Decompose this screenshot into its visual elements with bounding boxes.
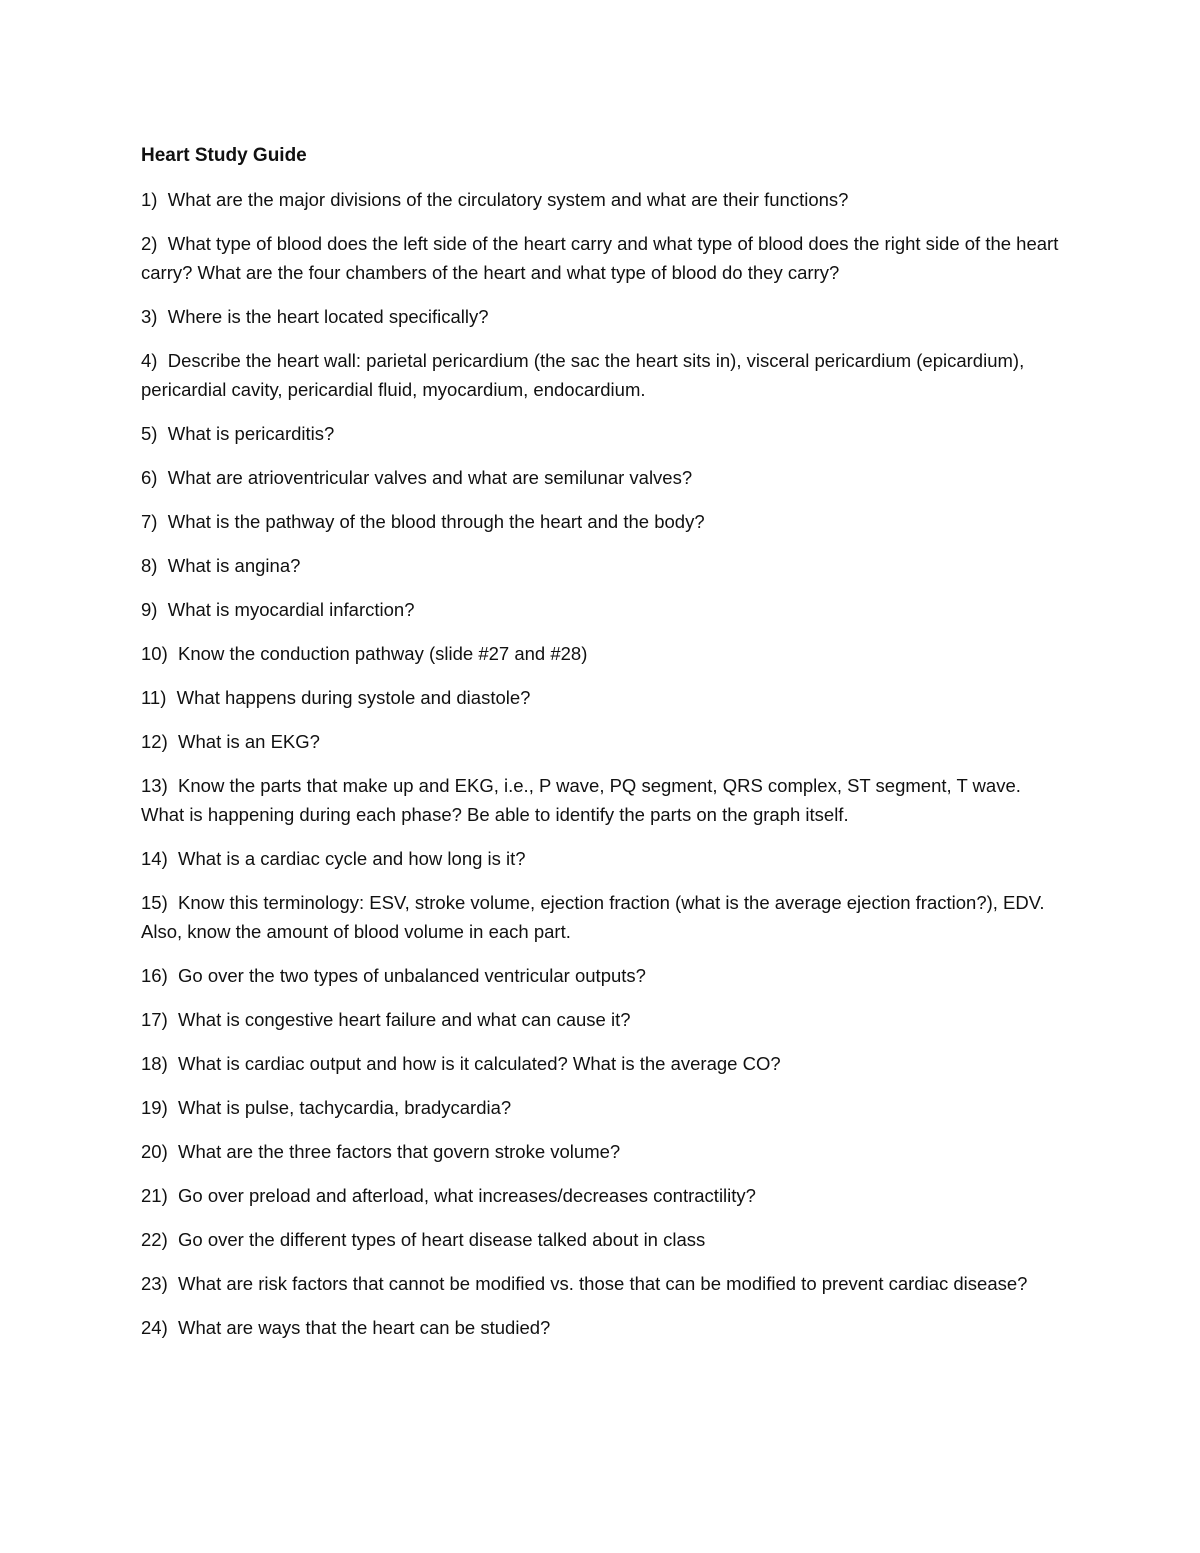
question-text: Know this terminology: ESV, stroke volume, ejection fraction (what is the average ejection fraction?), EDV. Also, know the amount of blood volume in each part. bbox=[141, 892, 1045, 942]
question-number: 2) bbox=[141, 233, 158, 254]
question-number: 24) bbox=[141, 1317, 168, 1338]
question-item bbox=[141, 888, 1061, 946]
question-item bbox=[141, 1225, 1061, 1254]
question-item bbox=[141, 1093, 1061, 1122]
question-item bbox=[141, 185, 1061, 214]
question-item bbox=[141, 551, 1061, 580]
question-number: 22) bbox=[141, 1229, 168, 1250]
question-text: Know the parts that make up and EKG, i.e., P wave, PQ segment, QRS complex, ST segment, T wave. What is happening during each phase? Be able to identify the parts on the graph itself. bbox=[141, 775, 1021, 825]
question-item bbox=[141, 1313, 1061, 1342]
question-item bbox=[141, 595, 1061, 624]
question-number: 5) bbox=[141, 423, 158, 444]
question-number: 1) bbox=[141, 189, 158, 210]
question-item bbox=[141, 771, 1061, 829]
question-text: What type of blood does the left side of the heart carry and what type of blood does the right side of the heart carry? What are the four chambers of the heart and what type of blood do they carry? bbox=[141, 233, 1059, 283]
question-item bbox=[141, 419, 1061, 448]
question-text: Where is the heart located specifically? bbox=[167, 306, 489, 327]
question-number: 16) bbox=[141, 965, 168, 986]
question-item bbox=[141, 229, 1061, 287]
question-item bbox=[141, 1181, 1061, 1210]
question-text: What are the major divisions of the circulatory system and what are their functions? bbox=[167, 189, 849, 210]
question-number: 12) bbox=[141, 731, 168, 752]
question-number: 20) bbox=[141, 1141, 168, 1162]
question-text: What happens during systole and diastole? bbox=[176, 687, 531, 708]
question-text: What is angina? bbox=[167, 555, 301, 576]
question-number: 14) bbox=[141, 848, 168, 869]
question-item bbox=[141, 1049, 1061, 1078]
question-text: What are atrioventricular valves and what are semilunar valves? bbox=[167, 467, 693, 488]
question-text: What are ways that the heart can be studied? bbox=[178, 1317, 551, 1338]
question-text: Go over the different types of heart disease talked about in class bbox=[178, 1229, 706, 1250]
question-number: 9) bbox=[141, 599, 158, 620]
question-text: What is congestive heart failure and what can cause it? bbox=[178, 1009, 631, 1030]
question-number: 7) bbox=[141, 511, 158, 532]
question-item bbox=[141, 844, 1061, 873]
question-number: 21) bbox=[141, 1185, 168, 1206]
question-item bbox=[141, 1005, 1061, 1034]
question-item bbox=[141, 302, 1061, 331]
question-number: 6) bbox=[141, 467, 158, 488]
document-body bbox=[141, 141, 1061, 1357]
question-text: What is cardiac output and how is it calculated? What is the average CO? bbox=[178, 1053, 781, 1074]
question-number: 15) bbox=[141, 892, 168, 913]
question-text: What is pericarditis? bbox=[167, 423, 335, 444]
question-text: What is myocardial infarction? bbox=[167, 599, 415, 620]
question-text: What is the pathway of the blood through the heart and the body? bbox=[167, 511, 705, 532]
question-item bbox=[141, 463, 1061, 492]
question-text: Know the conduction pathway (slide #27 and #28) bbox=[178, 643, 588, 664]
question-item bbox=[141, 639, 1061, 668]
question-number: 19) bbox=[141, 1097, 168, 1118]
question-text: Go over the two types of unbalanced ventricular outputs? bbox=[178, 965, 646, 986]
question-item bbox=[141, 507, 1061, 536]
question-text: Describe the heart wall: parietal pericardium (the sac the heart sits in), visceral pericardium (epicardium), pericardial cavity, pericardial fluid, myocardium, endocardium. bbox=[141, 350, 1025, 400]
question-text: Go over preload and afterload, what increases/decreases contractility? bbox=[178, 1185, 756, 1206]
question-item bbox=[141, 961, 1061, 990]
question-number: 8) bbox=[141, 555, 158, 576]
question-text: What are risk factors that cannot be modified vs. those that can be modified to prevent cardiac disease? bbox=[178, 1273, 1028, 1294]
question-number: 18) bbox=[141, 1053, 168, 1074]
question-text: What is an EKG? bbox=[178, 731, 320, 752]
question-text: What is a cardiac cycle and how long is it? bbox=[178, 848, 526, 869]
question-item bbox=[141, 683, 1061, 712]
question-number: 13) bbox=[141, 775, 168, 796]
question-item bbox=[141, 346, 1061, 404]
question-item bbox=[141, 1137, 1061, 1166]
question-number: 17) bbox=[141, 1009, 168, 1030]
question-number: 4) bbox=[141, 350, 158, 371]
question-item bbox=[141, 727, 1061, 756]
question-text: What are the three factors that govern stroke volume? bbox=[178, 1141, 621, 1162]
question-number: 10) bbox=[141, 643, 168, 664]
question-text: What is pulse, tachycardia, bradycardia? bbox=[178, 1097, 512, 1118]
question-number: 3) bbox=[141, 306, 158, 327]
question-item bbox=[141, 1269, 1061, 1298]
question-number: 11) bbox=[141, 687, 167, 708]
question-number: 23) bbox=[141, 1273, 168, 1294]
document-title: Heart Study Guide bbox=[141, 145, 307, 166]
